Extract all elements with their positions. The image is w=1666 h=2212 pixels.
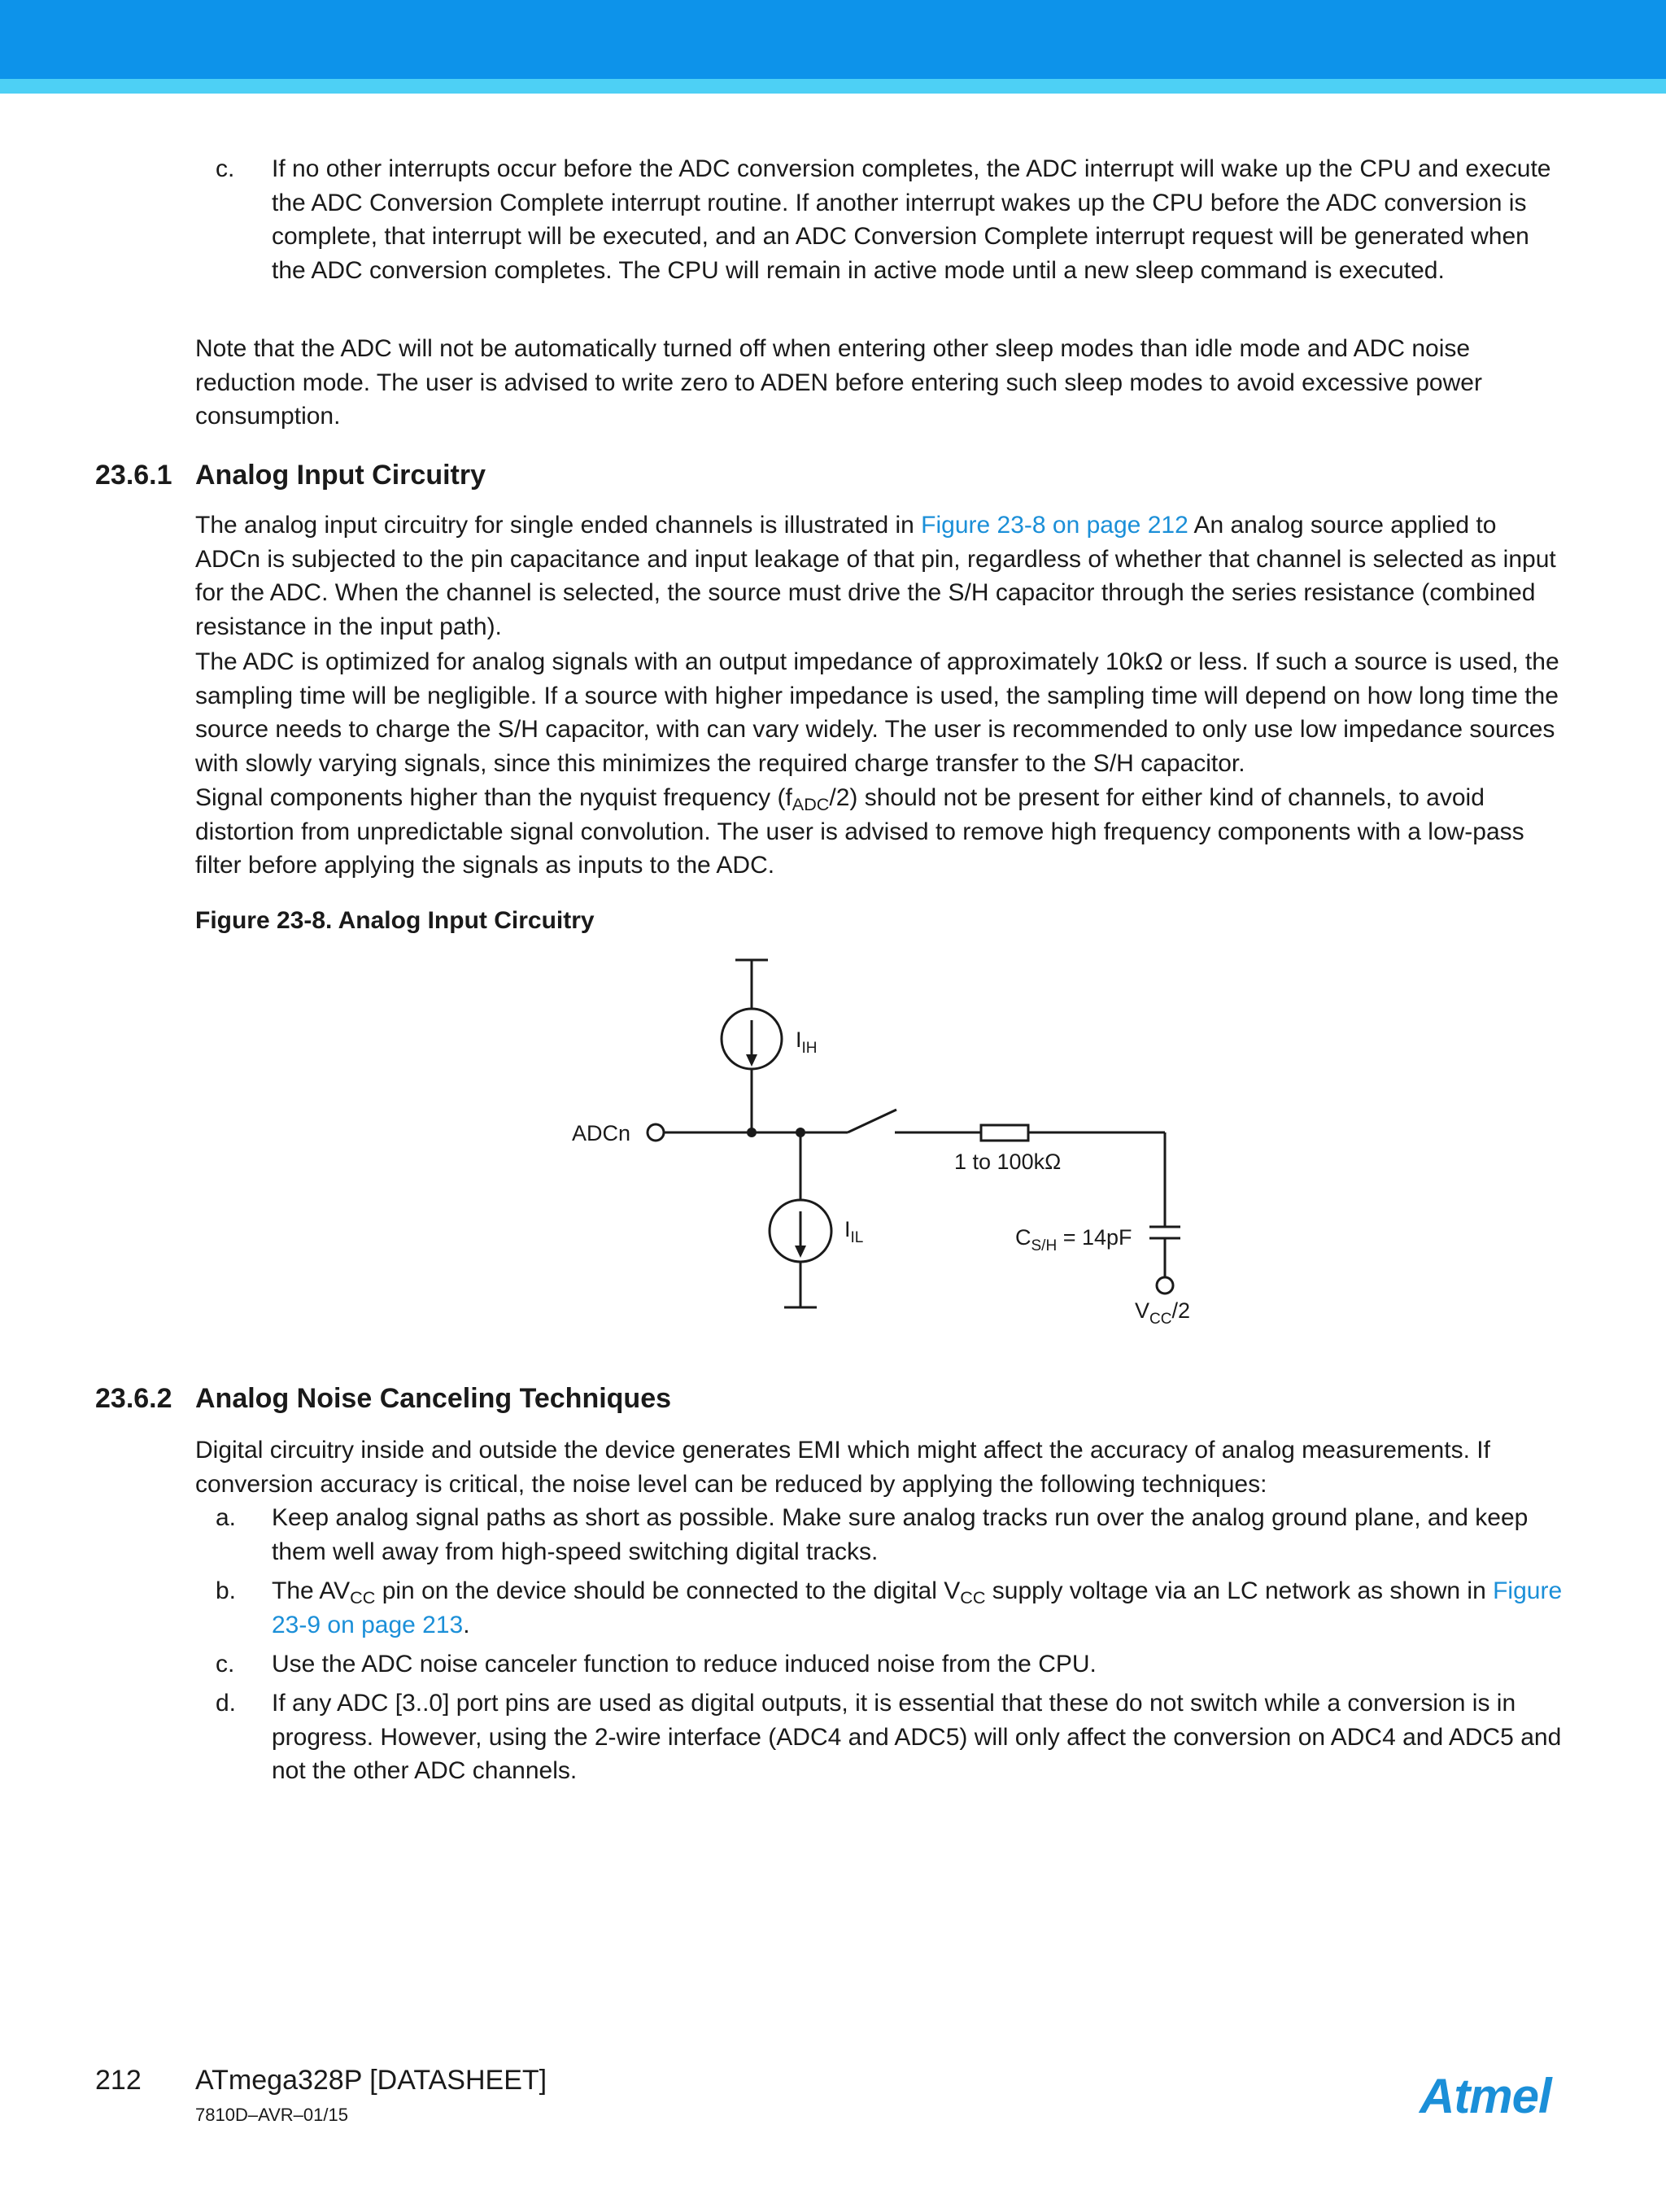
figure-caption: Figure 23-8. Analog Input Circuitry: [195, 907, 595, 934]
junction-dot: [747, 1128, 757, 1137]
section-title: Analog Input Circuitry: [195, 460, 486, 491]
text-run: /2) should not be present for either kind of channels, to avoid distortion from unpredictable signal convolution. The user is advised to remove high frequency components with a low-pass filter before applying the signals as inputs to the ADC.: [195, 784, 1524, 879]
page-number: 212: [95, 2065, 142, 2096]
junction-dot: [796, 1128, 805, 1137]
subscript: CC: [350, 1587, 376, 1608]
label-sub: S/H: [1031, 1237, 1058, 1254]
list-item-text: If any ADC [3..0] port pins are used as digital outputs, it is essential that these do not switch while a conversion is in progress. However, using the 2-wire interface (ADC4 and ADC5) will only affect the conversion on ADC4 and ADC5 and not the other ADC channels.: [272, 1690, 1562, 1784]
label-sub: IL: [850, 1229, 864, 1246]
series-resistor: [981, 1125, 1028, 1141]
figure-23-9-link[interactable]: Figure 23-9 on page 213: [272, 1577, 1563, 1638]
text-run: supply voltage via an LC network as shown in: [985, 1577, 1494, 1604]
list-item-label: c.: [216, 155, 235, 182]
list-item-text: Use the ADC noise canceler function to reduce induced noise from the CPU.: [272, 1651, 1097, 1678]
text-run: The analog input circuitry for single ended channels is illustrated in: [195, 512, 922, 539]
label-suffix: /2: [1171, 1298, 1190, 1323]
paragraph-impedance: The ADC is optimized for analog signals with an output impedance of approximately 10kΩ or less. If such a source is used, the sampling time will be negligible. If a source with higher impedance is used, the sampling time will depend on how long time the source needs to charge the S/H capacitor, with can vary widely. The user is recommended to only use low impedance sources with slowly varying signals, since this minimizes the required charge transfer to the S/H capacitor.: [195, 648, 1559, 777]
figure-23-8-link[interactable]: Figure 23-8 on page 212: [921, 512, 1188, 539]
adcn-pin-terminal: [648, 1124, 664, 1141]
label-main: I: [844, 1217, 851, 1241]
section-heading-23-6-2: [95, 1383, 671, 1415]
list-item-text: [272, 1574, 1565, 1642]
list-item-label: c.: [216, 1651, 235, 1678]
document-code: 7810D–AVR–01/15: [195, 2105, 348, 2125]
atmel-logo: Atmel: [1420, 2069, 1551, 2123]
section-number: 23.6.2: [95, 1383, 172, 1414]
pin-label-adcn: ADCn: [572, 1121, 631, 1145]
label-sub: IH: [801, 1040, 818, 1057]
label-main: C: [1015, 1225, 1031, 1250]
label-main: V: [1135, 1298, 1150, 1323]
subscript: ADC: [792, 794, 830, 815]
list-item-label: b.: [216, 1577, 237, 1604]
capacitor-label: [1015, 1225, 1132, 1254]
vcc-half-label: [1135, 1298, 1190, 1328]
label-iil: [844, 1217, 863, 1246]
arrow-down-icon: [795, 1246, 806, 1258]
note-paragraph: Note that the ADC will not be automatically turned off when entering other sleep modes than idle mode and ADC noise reduction mode. The user is advised to write zero to ADEN before entering such sleep modes to avoid excessive power consumption.: [195, 335, 1482, 430]
label-sub: CC: [1149, 1311, 1172, 1328]
list-item-label: d.: [216, 1690, 237, 1717]
label-iih: [796, 1027, 818, 1057]
list-item-label: a.: [216, 1504, 237, 1531]
text-run: An analog source applied to ADCn is subjected to the pin capacitance and input leakage of that pin, regardless of whether that channel is selected as input for the ADC. When the channel is selected, the source must drive the S/H capacitor through the series resistance (combined resistance in the input path).: [195, 512, 1556, 640]
text-run: The AV: [272, 1577, 351, 1604]
text-run: .: [463, 1611, 470, 1638]
arrow-down-icon: [746, 1054, 757, 1067]
list-item-text: Keep analog signal paths as short as possible. Make sure analog tracks run over the analog ground plane, and keep them well away from high-speed switching digital tracks.: [272, 1504, 1529, 1565]
section-title: Analog Noise Canceling Techniques: [195, 1383, 672, 1414]
vcc-half-terminal: [1157, 1277, 1173, 1294]
paragraph-noise-intro: Digital circuitry inside and outside the device generates EMI which might affect the accuracy of analog measurements. If conversion accuracy is critical, the noise level can be reduced by applying the following techniques:: [195, 1437, 1490, 1498]
text-run: Signal components higher than the nyquist frequency (f: [195, 784, 792, 811]
document-title: ATmega328P [DATASHEET]: [195, 2065, 547, 2096]
switch: [848, 1110, 896, 1132]
subscript: CC: [960, 1587, 986, 1608]
text-run: pin on the device should be connected to the digital V: [375, 1577, 961, 1604]
resistor-label: 1 to 100kΩ: [954, 1150, 1062, 1174]
label-main: I: [796, 1027, 802, 1052]
list-item-text: If no other interrupts occur before the ADC conversion completes, the ADC interrupt will wake up the CPU and execute the ADC Conversion Complete interrupt routine. If another interrupt wakes up the CPU before the ADC conversion is complete, that interrupt will be executed, and an ADC Conversion Complete interrupt request will be generated when the ADC conversion completes. The CPU will remain in active mode until a new sleep command is executed.: [272, 155, 1551, 284]
label-value: = 14pF: [1057, 1225, 1132, 1250]
section-number: 23.6.1: [95, 460, 172, 491]
